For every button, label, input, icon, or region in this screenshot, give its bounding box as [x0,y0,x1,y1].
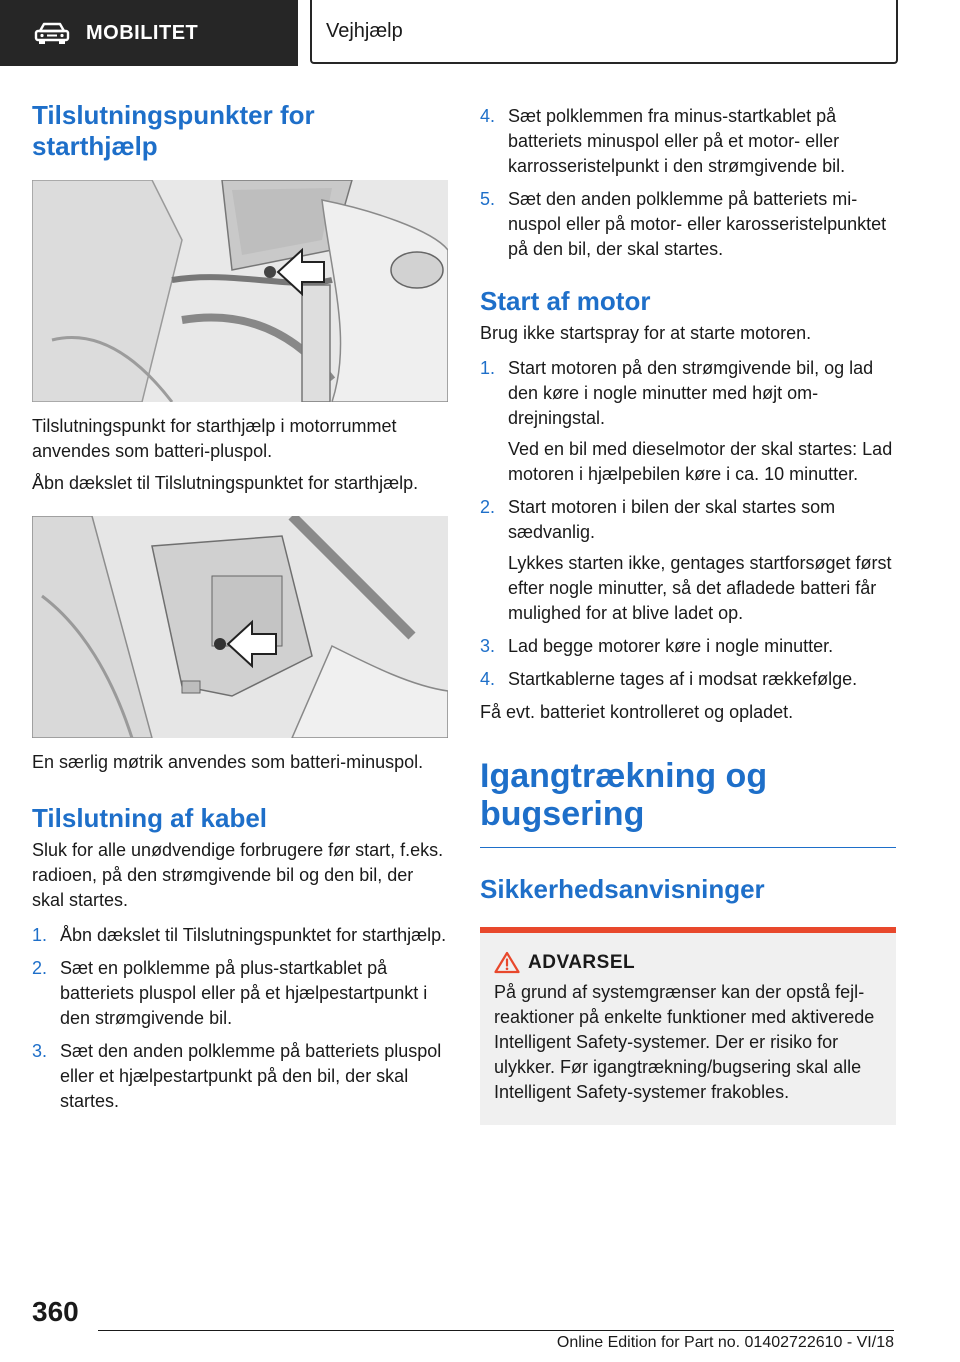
step-number: 2. [32,958,48,978]
step-number: 4. [480,106,496,126]
engine-bay-image-plus [32,180,448,402]
list-item [480,187,896,262]
step-text: Sæt polklemmen fra minus-startkablet på batteriets minuspol eller på et motor- eller karrosseristelpunkt i den strømgivende bil. [508,106,846,176]
step-number: 4. [480,669,496,689]
step-subtext: Lykkes starten ikke, gentages startforsøget først efter nogle minutter, så det afladede batteri får mulighed for at blive ladet op. [508,553,892,623]
page-header [0,0,960,66]
step-text: Start motoren i bilen der skal startes som sædvanlig. [508,497,836,542]
step-number: 1. [480,358,496,378]
list-item [480,104,896,179]
left-column [32,100,448,1114]
engine-bay-image-minus [32,516,448,738]
heading-igangtraekning: Igangtrækning og bugsering [480,757,768,833]
caption-open-cover: Åbn dækslet til Tilslutningspunktet for starthjælp. [32,473,419,493]
step-text: Startkablerne tages af i modsat rækkefølge. [508,669,858,689]
list-item [32,1039,448,1114]
step-text: Åbn dækslet til Tilslutningspunktet for starthjælp. [60,925,447,945]
start-outro: Få evt. batteriet kontrolleret og opladet. [480,702,794,722]
heading-tilslutningspunkter: Tilslutningspunkter for starthjælp [32,100,315,161]
section-label: MOBILITET [86,21,199,44]
right-column [480,104,896,1125]
chapter-tab [310,0,898,64]
step-number: 2. [480,497,496,517]
step-text: Lad begge motorer køre i nogle minutter. [508,636,834,656]
footer-rule [98,1330,894,1331]
start-steps [480,356,896,692]
warning-box [480,927,896,1125]
step-number: 5. [480,189,496,209]
heading-tilslutning-kabel: Tilslutning af kabel [32,803,268,833]
list-item [480,667,896,692]
step-number: 1. [32,925,48,945]
heading-sikkerhed: Sikkerhedsanvisninger [480,874,765,904]
step-text: Sæt en polklemme på plus-startkablet på batteriets pluspol eller på et hjælpestartpunkt i den strømgivende bil. [60,958,428,1028]
page-number: 360 [32,1296,79,1327]
warning-triangle-icon [494,951,520,974]
warning-header [494,951,882,974]
list-item [480,634,896,659]
start-intro: Brug ikke startspray for at starte motoren. [480,323,812,343]
kabel-intro: Sluk for alle unødvendige forbrugere før start, f.eks. radioen, på den strømgivende bil og den bil, der skal startes. [32,840,444,910]
step-text: Start motoren på den strømgivende bil, og lad den køre i nogle minutter med højt omdrejningstal. [508,358,874,428]
heading-start-motor: Start af motor [480,286,651,316]
warning-title: ADVARSEL [528,951,636,973]
kabel-steps [32,923,448,1114]
section-tab [0,0,298,66]
list-item [480,356,896,487]
list-item [32,956,448,1031]
caption-minus: En særlig møtrik anvendes som batteri-minuspol. [32,752,424,772]
caption-plus: Tilslutningspunkt for starthjælp i motorrummet anvendes som batteri-pluspol. [32,416,397,461]
step-text: Sæt den anden polklemme på batteriets pluspol eller et hjælpestartpunkt på den bil, der skal startes. [60,1041,442,1111]
list-item [32,923,448,948]
list-item [480,495,896,626]
kabel-steps-continued [480,104,896,262]
step-number: 3. [480,636,496,656]
car-icon [34,21,70,45]
step-text: Sæt den anden polklemme på batteriets minuspol eller på motor- eller karosseristelpunktet på den bil, der skal startes. [508,189,887,259]
chapter-label: Vejhjælp [326,19,403,42]
warning-text: På grund af systemgrænser kan der opstå fejlreaktioner på enkelte funktioner med aktiverede Intelligent Safety-systemer. Der er risiko for ulykker. Før igangtrækning/bugsering skal alle Intelligent Safety-systemer frakobles. [494,982,875,1102]
step-number: 3. [32,1041,48,1061]
edition-text: Online Edition for Part no. 01402722610 - VI/18 [556,1334,894,1351]
section-rule [480,847,896,848]
step-subtext: Ved en bil med dieselmotor der skal startes: Lad motoren i hjælpebilen køre i ca. 10 minutter. [508,439,893,484]
